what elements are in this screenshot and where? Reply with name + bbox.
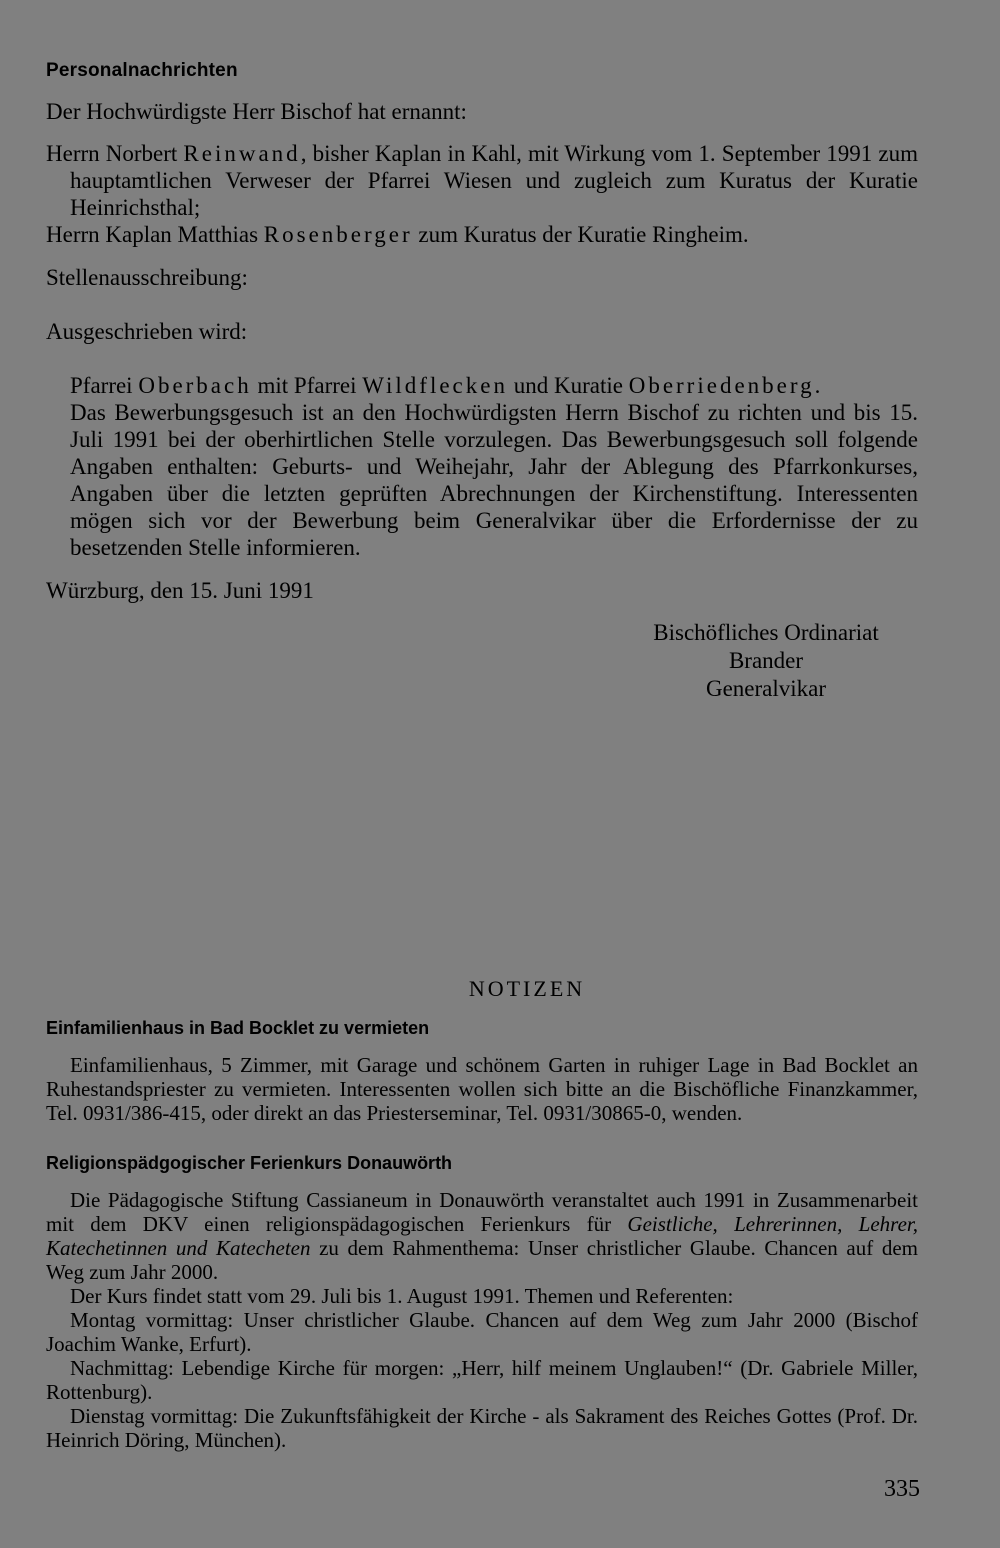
page-number: 335: [884, 1476, 920, 1502]
parish-text: Pfarrei: [70, 373, 139, 398]
notiz-emphasis: Geistliche, Lehrerinnen, Lehrer, Katechetinnen und Katecheten: [46, 1212, 918, 1260]
entry-text: Herrn Norbert: [46, 141, 184, 166]
parish-name: Oberriedenberg: [628, 373, 815, 398]
stellen-heading: Stellenausschreibung:: [46, 265, 248, 290]
notiz-2-p4: Nachmittag: Lebendige Kirche für morgen: „Herr, hilf meinem Unglauben!“ (Dr. Gabriele Miller, Rottenburg).: [46, 1356, 918, 1404]
stellen-parish: [46, 372, 918, 399]
notiz-2-p2: Der Kurs findet statt vom 29. Juli bis 1. August 1991. Themen und Referenten:: [70, 1284, 734, 1308]
personal-entry-2: [46, 221, 918, 248]
notiz-text: zu dem Rahmenthema: Unser christlicher Glaube. Chancen auf dem Weg zum Jahr 2000.: [46, 1236, 918, 1284]
parish-name: Oberbach: [138, 373, 252, 398]
person-name: Rosenberger: [263, 222, 413, 247]
signature-line-3: Generalvikar: [705, 676, 827, 701]
notiz-2-p1: [46, 1188, 918, 1284]
parish-text: und Kuratie: [507, 373, 629, 398]
notiz-text: Die Pädagogische Stiftung Cassianeum in Donauwörth veranstaltet auch 1991 in Zusammenarbeit mit dem DKV einen religionspädagogischen Ferienkurs für: [46, 1188, 918, 1236]
notiz-1-text: Einfamilienhaus, 5 Zimmer, mit Garage und schönem Garten in ruhiger Lage in Bad Bocklet an Ruhestandspriester zu vermieten. Interessenten wollen sich bitte an die Bischöfliche Finanzkammer, Tel. 0931/386-415, oder direkt an das Priesterseminar, Tel. 0931/30865-0, wenden.: [46, 1053, 918, 1125]
notiz-2-heading: Religionspädgogischer Ferienkurs Donauwörth: [46, 1153, 453, 1173]
person-name: Reinwand: [183, 141, 301, 166]
notizen-block: [46, 1018, 918, 1452]
signature-line-2: Brander: [728, 648, 804, 673]
section-heading-personal: Personalnachrichten: [46, 60, 238, 81]
notiz-2-p3: Montag vormittag: Unser christlicher Glaube. Chancen auf dem Weg zum Jahr 2000 (Bischof Joachim Wanke, Erfurt).: [46, 1308, 918, 1356]
entry-text: Herrn Kaplan Matthias: [46, 222, 264, 247]
place-date: Würzburg, den 15. Juni 1991: [46, 578, 314, 603]
stellen-intro: Ausgeschrieben wird:: [46, 319, 248, 344]
parish-text: .: [814, 373, 821, 398]
personal-entry-1: [46, 140, 918, 221]
entry-text: zum Kuratus der Kuratie Ringheim.: [412, 222, 749, 247]
notiz-1-heading: Einfamilienhaus in Bad Bocklet zu vermieten: [46, 1018, 430, 1038]
parish-text: mit Pfarrei: [251, 373, 363, 398]
signature-block: [616, 619, 916, 703]
stellen-application: Das Bewerbungsgesuch ist an den Hochwürdigsten Herrn Bischof zu richten und bis 15. Juli 1991 bei der oberhirtlichen Stelle vorzulegen. Das Bewerbungsgesuch soll folgende Angaben enthalten: Geburts- und Weihejahr, Jahr der Ablegung des Pfarrkonkurses, Angaben über die letzten geprüften Abrechnungen der Kirchenstiftung. Interessenten mögen sich vor der Bewerbung beim Generalvikar über die Erfordernisse der zu besetzenden Stelle informieren.: [70, 400, 918, 560]
personal-intro: Der Hochwürdigste Herr Bischof hat ernannt:: [46, 99, 467, 124]
signature-line-1: Bischöfliches Ordinariat: [653, 620, 879, 645]
notiz-2-p5: Dienstag vormittag: Die Zukunftsfähigkeit der Kirche - als Sakrament des Reiches Gottes (Prof. Dr. Heinrich Döring, München).: [46, 1404, 918, 1452]
entry-text: , bisher Kaplan in Kahl, mit Wirkung vom 1. September 1991 zum hauptamtlichen Verweser der Pfarrei Wiesen und zugleich zum Kuratus der Kuratie Heinrichsthal;: [70, 141, 918, 220]
page-content: [46, 60, 918, 1452]
notizen-title: NOTIZEN: [468, 976, 586, 1001]
parish-name: Wildflecken: [362, 373, 508, 398]
